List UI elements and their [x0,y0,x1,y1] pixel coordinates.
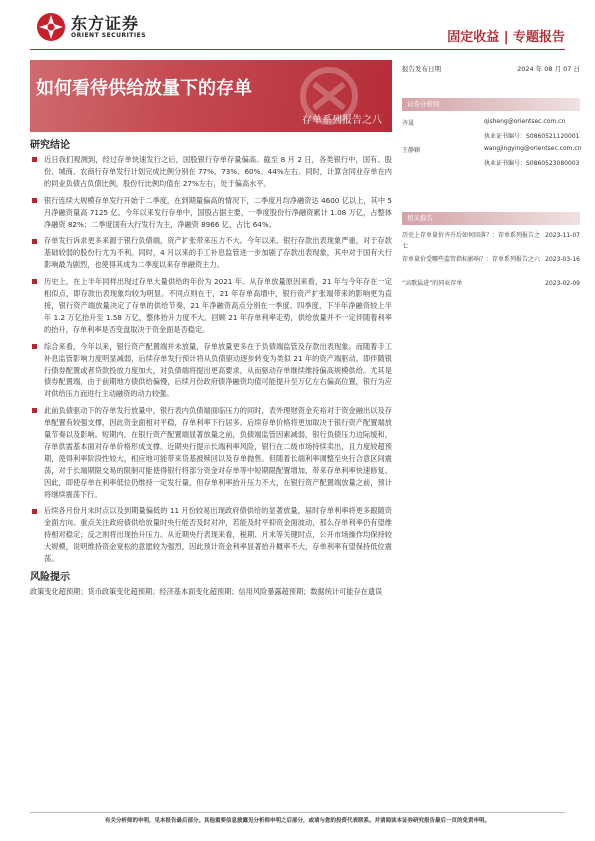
footer-divider [30,812,565,813]
report-date [402,64,580,73]
related-report-date: 2023-11-07 [545,232,580,239]
section-title: 研究结论 [30,140,70,151]
title-banner [30,60,392,132]
research-conclusions [30,138,392,598]
related-report-date: 2023-02-09 [545,280,580,287]
analyst-email[interactable]: qisheng@orientsec.com.cn [484,118,566,125]
conclusion-bullet: 此前负债驱动下的存单发行放量中，银行表内负债端面临压力的同时，表外理财资金充裕对于资金融出以及存单配置有较强支撑，因此资金面相对平稳，存单利率下行居多。后续存单价格将更加取决于银行资产配置端放量节奏以及影响。短期内，在银行资产配置端显著放量之前，负债端监管因素减弱，银行负债压力边际缓和，存单供需基本面对存单价格形成支撑。近期央行提示长端利率风险，银行在二级市场持续卖出，且力度较超预期，使得利率阶段性较大，相应地可能带来货基被赎回以及存单抛售。但随着长端利率调整至央行合意区间震荡，对于长端期限交易的限制可能使得银行将部分资金对存单等中短期限配置增加，带来存单利率快速修复。因此，即使存单在利率低位仍维持一定发行量，但存单利率抬升压力不大，在银行资产配置端放量之前，预计将继续震荡下行。 [30,405,392,500]
conclusion-bullet: 后续各月份月末时点以及到期量偏低的 11 月份较易出现政府债供给的显著放量，届时存单利率将更多跟随资金面方向。重点关注政府债供给放量时央行能否及时对冲，若能及时平抑资金面波动，那么存单利率仍有望维持相对稳定；反之则将出现抬升压力。从近期央行表现来看，税期、月末等关键时点，公开市场操作均保持较大规模，说明维持资金宽松的意愿较为强烈，因此预计资金利率显著抬升概率不大，存单利率有望保持低位震荡。 [30,505,392,565]
brand-name-en: ORIENT SECURITIES [71,31,147,39]
analyst-email[interactable]: wangjingying@orientsec.com.cn [484,145,582,152]
brand-logo [36,12,146,42]
page-header [0,0,595,52]
risk-title: 风险提示 [30,572,70,583]
report-title: 如何看待供给放量下的存单 [36,78,252,99]
report-date-value: 2024 年 08 月 07 日 [517,65,580,73]
header-divider [30,49,565,50]
related-report-title[interactable]: “高歌猛进”的同业存单 [402,280,463,287]
analyst-cert: 执业证书编号：S0860523080003 [484,160,580,167]
orient-logo-icon [36,12,66,42]
report-series: 存单系列报告之八 [302,115,382,126]
brand-name-cn: 东方证券 [71,13,140,33]
report-date-label: 报告发布日期 [402,65,441,73]
related-report-title[interactable]: 历史上存单量价齐升后如何回落？：存单系列报告之七 [402,232,541,250]
conclusion-bullet: 近日我们观测到，经过存单快速发行之后，国股银行存单存量偏高。截至 8 月 2 日，各类银行中，国有、股份、城商、农商行存单发行计划完成比例分别在 77%、73%、60%、44%左右。同时，计算含同业存单在内的同业负债占负债比例，股份行比例均值在 27%左右，处于偏高水平。 [30,154,392,190]
conclusion-bullet: 存单发行诉求更多来源于银行负债端，资产扩张带来压力不大。今年以来，银行存款出表现象严重，对于存款基础较弱的股份行尤为不利。同时，4 月以来的手工补息监管进一步加剧了存款出表现象，其中对于国有大行影响最为剧烈，也使得其成为二季度以来存单融资主力。 [30,235,392,271]
analysts-heading: 证券分析师 [402,98,580,111]
analyst-cert: 执业证书编号：S0860521120001 [484,133,580,140]
risk-text: 政策变化超预期；货币政策变化超预期；经济基本面变化超预期；信用风险暴露超预期；数据统计可能存在遗误 [30,587,383,596]
report-category: 固定收益 | 专题报告 [447,30,565,45]
analyst-name: 齐晟 [402,120,415,127]
conclusion-bullet: 综合来看，今年以来，银行资产配置端并未放量，存单放量更多在于负债端监管及存款出表现象。而随着手工补息监管影响力度明显减弱，后续存单发行预计将从负债驱动逐步转变为类似 21 年的资产端驱动。即伴随银行债券配置或者贷款投放力度加大，对负债端将提出更高要求，从而驱动存单继续维持偏高规模供给。尤其是债券配置端，由于前期地方债供给偏慢，后续月份政府债净融资均值可能提升至万亿左右偏高位置，银行为应对供给压力而进行主动融资的动力较强。 [30,341,392,401]
related-reports-heading: 相关报告 [402,212,580,225]
related-report-date: 2023-03-16 [545,256,580,263]
conclusion-bullet: 历史上，在上半年同样出现过存单大量供给的年份为 2021 年。从存单放量原因来看，21 年与今年存在一定相似点，即存款出表现象均较为明显。不同点则在于，21 年存单高增中，银行资产扩张端带来的影响更为直接，银行资产端放量决定了存单的供给节奏，21 年净融资高点分别在一季度、四季度，下半年净融资较上半年 1.2 万亿抬升至 1.58 万亿，整体抬升力度不大。回顾 21 年存单利率走势，供给放量并不一定伴随着利率的抬升，存单利率是否变盘取决于资金面是否稳定。 [30,276,392,336]
conclusion-bullet: 银行连续大规模存单发行开始于二季度，在到期量偏高的情况下，二季度月均净融资达 4600 亿以上，其中 5 月净融资量高 7125 亿。今年以来发行存单中，国股占据主要，一季度股份行净融资累计 1.08 万亿，占整体净融资 82%；二季度国有大行发行为主，净融资 8966 亿，占比 64%。 [30,195,392,231]
analyst-name: 王静颖 [402,147,421,154]
footer-disclaimer: 有关分析师的申明，见本报告最后部分。其他重要信息披露见分析师申明之后部分，或请与您的投资代表联系。并请阅读本证券研究报告最后一页的免责申明。 [104,818,490,824]
related-report-title[interactable]: 存单量价受哪些监管指标影响？：存单系列报告之六 [402,256,541,263]
